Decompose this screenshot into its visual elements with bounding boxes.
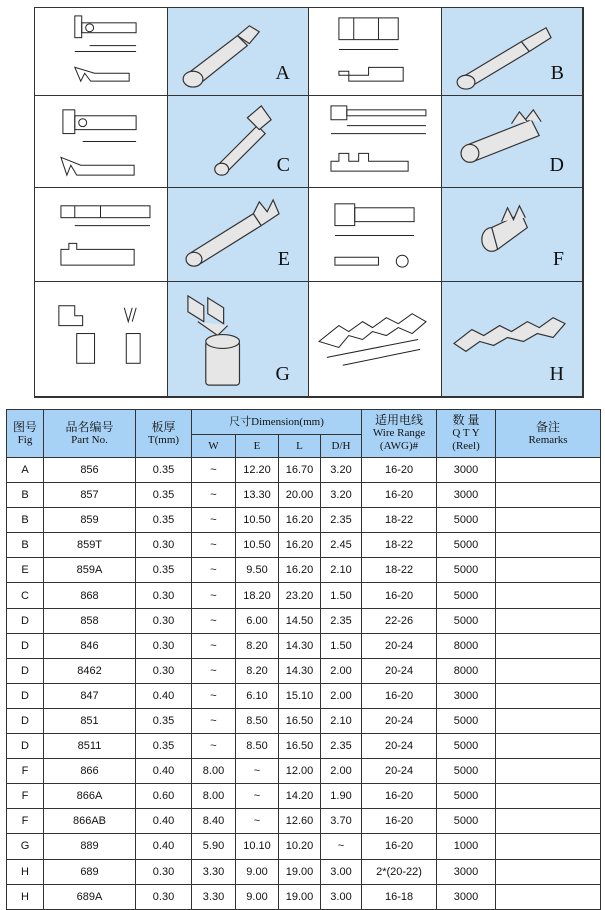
- cell-e: ~: [236, 759, 279, 784]
- cell-w: ~: [192, 658, 236, 683]
- drawing-h: [309, 282, 442, 397]
- cell-l: 20.00: [279, 483, 321, 508]
- cell-w: 3.30: [192, 859, 236, 884]
- header-e: E: [236, 435, 279, 458]
- cell-fig: D: [7, 608, 44, 633]
- cell-remarks: [496, 558, 601, 583]
- cell-wire-range: 16-20: [362, 458, 437, 483]
- table-row: [7, 859, 601, 884]
- header-w: W: [192, 435, 236, 458]
- cell-wire-range: 16-20: [362, 834, 437, 859]
- cell-remarks: [496, 533, 601, 558]
- cell-thickness: 0.35: [136, 708, 192, 733]
- cell-e: 10.10: [236, 834, 279, 859]
- figure-letter: C: [276, 154, 290, 176]
- cell-remarks: [496, 859, 601, 884]
- cell-thickness: 0.30: [136, 859, 192, 884]
- cell-fig: D: [7, 683, 44, 708]
- cell-thickness: 0.40: [136, 683, 192, 708]
- table-row: [7, 708, 601, 733]
- cell-quantity: 5000: [437, 708, 496, 733]
- cell-wire-range: 16-18: [362, 884, 437, 909]
- cell-e: 10.50: [236, 508, 279, 533]
- header-l: L: [279, 435, 321, 458]
- terminal-figure-grid: [34, 7, 584, 398]
- cell-thickness: 0.30: [136, 533, 192, 558]
- table-row: [7, 483, 601, 508]
- header-dh: D/H: [321, 435, 362, 458]
- drawing-g-svg: [35, 282, 167, 396]
- cell-part-no: 889: [44, 834, 136, 859]
- cell-l: 16.70: [279, 458, 321, 483]
- cell-part-no: 856: [44, 458, 136, 483]
- cell-dh: 1.90: [321, 784, 362, 809]
- drawing-c-svg: [35, 96, 167, 187]
- cell-quantity: 3000: [437, 884, 496, 909]
- cell-remarks: [496, 633, 601, 658]
- cell-remarks: [496, 759, 601, 784]
- cell-dh: 2.10: [321, 708, 362, 733]
- cell-thickness: 0.30: [136, 608, 192, 633]
- cell-l: 14.50: [279, 608, 321, 633]
- cell-w: ~: [192, 533, 236, 558]
- cell-remarks: [496, 608, 601, 633]
- cell-l: 12.00: [279, 759, 321, 784]
- specification-table: [6, 409, 601, 910]
- table-row: [7, 884, 601, 909]
- cell-remarks: [496, 483, 601, 508]
- cell-fig: D: [7, 658, 44, 683]
- cell-wire-range: 22-26: [362, 608, 437, 633]
- cell-fig: H: [7, 859, 44, 884]
- cell-wire-range: 18-22: [362, 508, 437, 533]
- cell-wire-range: 2*(20-22): [362, 859, 437, 884]
- table-row: [7, 759, 601, 784]
- cell-e: 12.20: [236, 458, 279, 483]
- cell-l: 16.50: [279, 708, 321, 733]
- cell-l: 16.20: [279, 558, 321, 583]
- header-quantity: 数 量 Q T Y (Reel): [437, 410, 496, 458]
- cell-w: ~: [192, 608, 236, 633]
- table-row: [7, 458, 601, 483]
- cell-thickness: 0.35: [136, 734, 192, 759]
- cell-part-no: 868: [44, 583, 136, 608]
- cell-w: 5.90: [192, 834, 236, 859]
- header-thickness: 板厚 T(mm): [136, 410, 192, 458]
- cell-thickness: 0.40: [136, 759, 192, 784]
- cell-l: 16.50: [279, 734, 321, 759]
- cell-l: 16.20: [279, 508, 321, 533]
- figure-letter: A: [275, 62, 290, 84]
- photo-b: [442, 8, 583, 96]
- drawing-c: [35, 96, 168, 188]
- table-row: [7, 533, 601, 558]
- cell-wire-range: 20-24: [362, 759, 437, 784]
- cell-quantity: 5000: [437, 784, 496, 809]
- figure-letter: G: [275, 363, 290, 385]
- cell-thickness: 0.35: [136, 483, 192, 508]
- cell-wire-range: 20-24: [362, 633, 437, 658]
- cell-quantity: 5000: [437, 533, 496, 558]
- table-row: [7, 734, 601, 759]
- cell-remarks: [496, 834, 601, 859]
- cell-wire-range: 16-20: [362, 784, 437, 809]
- photo-c: [168, 96, 309, 188]
- cell-fig: B: [7, 483, 44, 508]
- cell-w: 8.00: [192, 784, 236, 809]
- cell-w: ~: [192, 683, 236, 708]
- table-row: [7, 809, 601, 834]
- cell-dh: 1.50: [321, 583, 362, 608]
- cell-e: 10.50: [236, 533, 279, 558]
- cell-remarks: [496, 683, 601, 708]
- cell-dh: 3.20: [321, 458, 362, 483]
- cell-part-no: 8462: [44, 658, 136, 683]
- cell-thickness: 0.35: [136, 458, 192, 483]
- cell-w: ~: [192, 633, 236, 658]
- cell-part-no: 859T: [44, 533, 136, 558]
- cell-e: 8.20: [236, 633, 279, 658]
- cell-fig: H: [7, 884, 44, 909]
- cell-thickness: 0.60: [136, 784, 192, 809]
- cell-dh: 2.35: [321, 734, 362, 759]
- cell-e: 9.00: [236, 884, 279, 909]
- cell-dh: 2.00: [321, 683, 362, 708]
- cell-part-no: 689A: [44, 884, 136, 909]
- cell-thickness: 0.30: [136, 658, 192, 683]
- drawing-h-svg: [309, 282, 441, 396]
- cell-e: ~: [236, 784, 279, 809]
- cell-quantity: 3000: [437, 683, 496, 708]
- cell-remarks: [496, 734, 601, 759]
- cell-thickness: 0.40: [136, 834, 192, 859]
- photo-f: [442, 188, 583, 282]
- cell-dh: 3.20: [321, 483, 362, 508]
- cell-quantity: 5000: [437, 809, 496, 834]
- cell-remarks: [496, 508, 601, 533]
- cell-part-no: 857: [44, 483, 136, 508]
- cell-dh: 3.00: [321, 884, 362, 909]
- cell-e: 9.00: [236, 859, 279, 884]
- cell-thickness: 0.30: [136, 633, 192, 658]
- drawing-b: [309, 8, 442, 96]
- cell-wire-range: 18-22: [362, 533, 437, 558]
- cell-wire-range: 20-24: [362, 708, 437, 733]
- photo-a: [168, 8, 309, 96]
- cell-wire-range: 18-22: [362, 558, 437, 583]
- cell-w: ~: [192, 458, 236, 483]
- cell-remarks: [496, 809, 601, 834]
- cell-dh: 2.45: [321, 533, 362, 558]
- cell-dh: 2.35: [321, 508, 362, 533]
- cell-w: ~: [192, 708, 236, 733]
- cell-l: 15.10: [279, 683, 321, 708]
- cell-fig: F: [7, 784, 44, 809]
- drawing-g: [35, 282, 168, 397]
- cell-fig: C: [7, 583, 44, 608]
- cell-l: 19.00: [279, 884, 321, 909]
- cell-e: 6.10: [236, 683, 279, 708]
- figure-letter: E: [277, 248, 290, 270]
- cell-wire-range: 16-20: [362, 809, 437, 834]
- photo-d: [442, 96, 583, 188]
- drawing-f-svg: [309, 188, 441, 281]
- cell-fig: B: [7, 508, 44, 533]
- cell-part-no: 866AB: [44, 809, 136, 834]
- drawing-d-svg: [309, 96, 441, 187]
- cell-l: 16.20: [279, 533, 321, 558]
- cell-remarks: [496, 784, 601, 809]
- cell-wire-range: 16-20: [362, 583, 437, 608]
- drawing-f: [309, 188, 442, 282]
- cell-remarks: [496, 458, 601, 483]
- cell-dh: 3.70: [321, 809, 362, 834]
- cell-part-no: 859A: [44, 558, 136, 583]
- cell-part-no: 847: [44, 683, 136, 708]
- cell-wire-range: 20-24: [362, 734, 437, 759]
- cell-e: 8.20: [236, 658, 279, 683]
- cell-w: ~: [192, 583, 236, 608]
- drawing-d: [309, 96, 442, 188]
- cell-remarks: [496, 708, 601, 733]
- table-row: [7, 683, 601, 708]
- table-row: [7, 658, 601, 683]
- cell-remarks: [496, 884, 601, 909]
- cell-part-no: 866A: [44, 784, 136, 809]
- cell-part-no: 858: [44, 608, 136, 633]
- cell-fig: A: [7, 458, 44, 483]
- table-row: [7, 558, 601, 583]
- table-row: [7, 633, 601, 658]
- table-row: [7, 508, 601, 533]
- cell-thickness: 0.35: [136, 508, 192, 533]
- cell-w: ~: [192, 734, 236, 759]
- cell-remarks: [496, 658, 601, 683]
- header-fig: 图号 Fig: [7, 410, 44, 458]
- cell-quantity: 5000: [437, 558, 496, 583]
- table-row: [7, 608, 601, 633]
- cell-w: 3.30: [192, 884, 236, 909]
- cell-thickness: 0.30: [136, 884, 192, 909]
- cell-thickness: 0.30: [136, 583, 192, 608]
- cell-fig: F: [7, 759, 44, 784]
- cell-thickness: 0.40: [136, 809, 192, 834]
- cell-quantity: 3000: [437, 458, 496, 483]
- photo-g: [168, 282, 309, 397]
- cell-dh: 2.35: [321, 608, 362, 633]
- cell-e: 18.20: [236, 583, 279, 608]
- cell-fig: D: [7, 708, 44, 733]
- figure-letter: D: [549, 154, 564, 176]
- drawing-e-svg: [35, 188, 167, 281]
- table-row: [7, 583, 601, 608]
- cell-dh: 2.00: [321, 658, 362, 683]
- cell-w: ~: [192, 483, 236, 508]
- cell-quantity: 3000: [437, 483, 496, 508]
- cell-fig: D: [7, 633, 44, 658]
- cell-w: 8.40: [192, 809, 236, 834]
- figure-letter: B: [550, 62, 564, 84]
- header-part-no: 品名编号 Part No.: [44, 410, 136, 458]
- drawing-a: [35, 8, 168, 96]
- cell-w: ~: [192, 508, 236, 533]
- cell-dh: 2.00: [321, 759, 362, 784]
- specification-rows: [7, 458, 601, 910]
- table-row: [7, 784, 601, 809]
- cell-part-no: 846: [44, 633, 136, 658]
- cell-part-no: 866: [44, 759, 136, 784]
- header-dimension: 尺寸Dimension(mm): [192, 410, 362, 435]
- cell-w: ~: [192, 558, 236, 583]
- cell-fig: G: [7, 834, 44, 859]
- figure-letter: H: [549, 363, 564, 385]
- cell-quantity: 5000: [437, 583, 496, 608]
- cell-fig: F: [7, 809, 44, 834]
- cell-part-no: 851: [44, 708, 136, 733]
- cell-dh: 2.10: [321, 558, 362, 583]
- cell-e: 8.50: [236, 708, 279, 733]
- cell-part-no: 689: [44, 859, 136, 884]
- cell-quantity: 5000: [437, 508, 496, 533]
- cell-wire-range: 16-20: [362, 683, 437, 708]
- cell-thickness: 0.35: [136, 558, 192, 583]
- cell-fig: D: [7, 734, 44, 759]
- cell-w: 8.00: [192, 759, 236, 784]
- cell-e: ~: [236, 809, 279, 834]
- cell-l: 10.20: [279, 834, 321, 859]
- cell-wire-range: 20-24: [362, 658, 437, 683]
- drawing-a-svg: [35, 8, 167, 95]
- cell-quantity: 5000: [437, 759, 496, 784]
- cell-l: 12.60: [279, 809, 321, 834]
- drawing-b-svg: [309, 8, 441, 95]
- cell-quantity: 3000: [437, 859, 496, 884]
- cell-quantity: 5000: [437, 608, 496, 633]
- cell-dh: 1.50: [321, 633, 362, 658]
- cell-wire-range: 16-20: [362, 483, 437, 508]
- cell-part-no: 859: [44, 508, 136, 533]
- cell-quantity: 5000: [437, 734, 496, 759]
- photo-h: [442, 282, 583, 397]
- cell-e: 8.50: [236, 734, 279, 759]
- cell-e: 6.00: [236, 608, 279, 633]
- cell-l: 14.30: [279, 658, 321, 683]
- cell-e: 13.30: [236, 483, 279, 508]
- drawing-e: [35, 188, 168, 282]
- cell-quantity: 8000: [437, 658, 496, 683]
- cell-quantity: 1000: [437, 834, 496, 859]
- table-row: [7, 834, 601, 859]
- header-remarks: 备注 Remarks: [496, 410, 601, 458]
- cell-l: 14.20: [279, 784, 321, 809]
- figure-letter: F: [552, 248, 564, 270]
- cell-e: 9.50: [236, 558, 279, 583]
- cell-fig: E: [7, 558, 44, 583]
- cell-l: 19.00: [279, 859, 321, 884]
- cell-l: 14.30: [279, 633, 321, 658]
- cell-dh: 3.00: [321, 859, 362, 884]
- photo-e: [168, 188, 309, 282]
- cell-dh: ~: [321, 834, 362, 859]
- cell-l: 23.20: [279, 583, 321, 608]
- cell-quantity: 8000: [437, 633, 496, 658]
- cell-part-no: 8511: [44, 734, 136, 759]
- header-wire-range: 适用电线 Wire Range (AWG)#: [362, 410, 437, 458]
- cell-fig: B: [7, 533, 44, 558]
- cell-remarks: [496, 583, 601, 608]
